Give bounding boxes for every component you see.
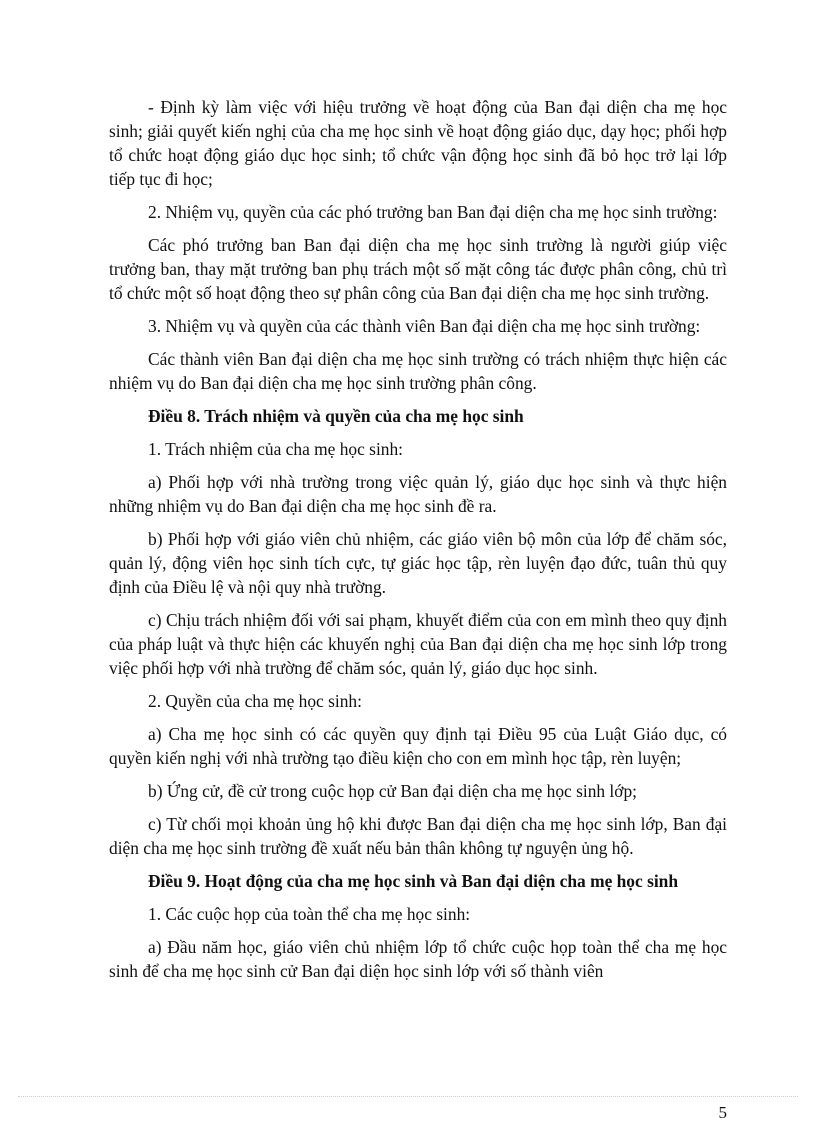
paragraph-13: b) Ứng cử, đề cử trong cuộc họp cử Ban đại diện cha mẹ học sinh lớp;	[148, 781, 637, 801]
paragraph-16: 1. Các cuộc họp của toàn thể cha mẹ học sinh:	[148, 904, 471, 924]
paragraph-17: a) Đầu năm học, giáo viên chủ nhiệm lớp tổ chức cuộc họp toàn thể cha mẹ học sinh để cha mẹ học sinh cử Ban đại diện học sinh lớp với số thành viên	[109, 937, 727, 981]
paragraph-9: b) Phối hợp với giáo viên chủ nhiệm, các giáo viên bộ môn của lớp để chăm sóc, quản lý, động viên học sinh tích cực, tự giác học tập, rèn luyện đạo đức, tuân thủ quy định của Điều lệ và nội quy nhà trường.	[109, 529, 727, 597]
paragraph-3: Các phó trưởng ban Ban đại diện cha mẹ học sinh trường là người giúp việc trưởng ban, thay mặt trưởng ban phụ trách một số mặt công tác được phân công, chủ trì tổ chức một số hoạt động theo sự phân công của Ban đại diện cha mẹ học sinh trường.	[109, 235, 727, 303]
document-page	[109, 95, 727, 992]
paragraph-11: 2. Quyền của cha mẹ học sinh:	[148, 691, 362, 711]
page-number: 5	[718, 1103, 727, 1122]
paragraph-12: a) Cha mẹ học sinh có các quyền quy định tại Điều 95 của Luật Giáo dục, có quyền kiến nghị với nhà trường tạo điều kiện cho con em mình học tập, rèn luyện;	[109, 724, 727, 768]
article-9-heading: Điều 9. Hoạt động của cha mẹ học sinh và Ban đại diện cha mẹ học sinh	[148, 871, 679, 891]
paragraph-10: c) Chịu trách nhiệm đối với sai phạm, khuyết điểm của con em mình theo quy định của pháp luật và thực hiện các khuyến nghị của Ban đại diện cha mẹ học sinh lớp trong việc phối hợp với nhà trường để chăm sóc, quản lý, giáo dục học sinh.	[109, 610, 727, 678]
paragraph-2: 2. Nhiệm vụ, quyền của các phó trưởng ban Ban đại diện cha mẹ học sinh trường:	[148, 202, 718, 222]
paragraph-14: c) Từ chối mọi khoản ủng hộ khi được Ban đại diện cha mẹ học sinh lớp, Ban đại diện cha mẹ học sinh trường đề xuất nếu bản thân không tự nguyện ủng hộ.	[109, 814, 727, 858]
paragraph-4: 3. Nhiệm vụ và quyền của các thành viên Ban đại diện cha mẹ học sinh trường:	[148, 316, 701, 336]
paragraph-5: Các thành viên Ban đại diện cha mẹ học sinh trường có trách nhiệm thực hiện các nhiệm vụ do Ban đại diện cha mẹ học sinh trường phân công.	[109, 349, 727, 393]
paragraph-8: a) Phối hợp với nhà trường trong việc quản lý, giáo dục học sinh và thực hiện những nhiệm vụ do Ban đại diện cha mẹ học sinh đề ra.	[109, 472, 727, 516]
article-8-heading: Điều 8. Trách nhiệm và quyền của cha mẹ học sinh	[148, 406, 524, 426]
footer-divider	[18, 1096, 798, 1097]
paragraph-7: 1. Trách nhiệm của cha mẹ học sinh:	[148, 439, 404, 459]
paragraph-1: - Định kỳ làm việc với hiệu trưởng về hoạt động của Ban đại diện cha mẹ học sinh; giải quyết kiến nghị của cha mẹ học sinh về hoạt động giáo dục, dạy học; phối hợp tổ chức hoạt động giáo dục học sinh; tổ chức vận động học sinh đã bỏ học trở lại lớp tiếp tục đi học;	[109, 97, 727, 189]
